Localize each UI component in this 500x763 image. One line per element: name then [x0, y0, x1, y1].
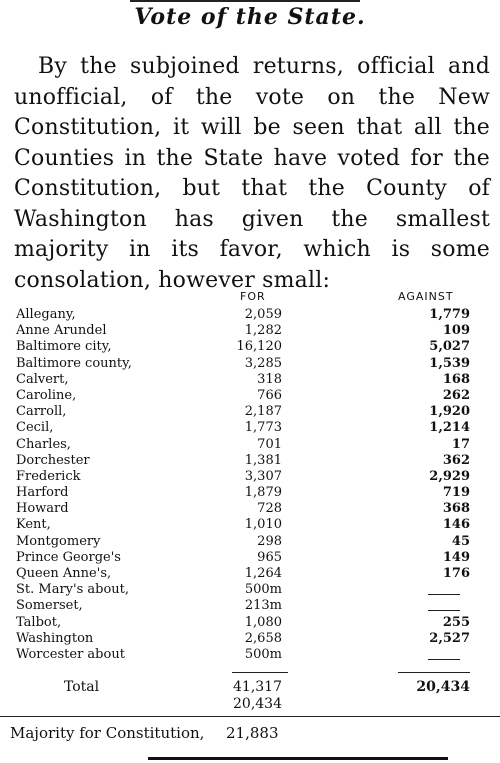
for-cell: 318 [257, 371, 282, 387]
for-cell: 1,381 [244, 452, 282, 468]
county-cell: Prince George's [16, 549, 121, 565]
table-row [0, 501, 500, 517]
county-cell: Howard [16, 501, 69, 517]
for-cell: 1,879 [244, 485, 282, 501]
total-against: 20,434 [416, 679, 470, 695]
county-cell: Kent, [16, 517, 51, 533]
for-cell: 3,285 [244, 355, 282, 371]
table-row [0, 404, 500, 420]
county-cell: Allegany, [16, 307, 76, 322]
for-cell: 1,010 [244, 517, 282, 533]
total-against-carried: 20,434 [233, 696, 282, 712]
for-cell: 701 [257, 436, 282, 452]
against-cell: 1,214 [429, 420, 470, 436]
for-cell: 2,059 [244, 307, 282, 322]
total-label: Total [64, 679, 100, 695]
county-cell: Montgomery [16, 533, 101, 549]
county-cell: Baltimore county, [16, 355, 132, 371]
for-cell: 3,307 [244, 468, 282, 484]
table-row [0, 420, 500, 436]
for-total-rule [232, 672, 288, 673]
table-row [0, 307, 500, 323]
for-cell: 2,187 [244, 404, 282, 420]
table-row [0, 631, 500, 647]
against-cell: 1,920 [429, 404, 470, 420]
against-cell: 2,929 [429, 468, 470, 484]
table-row [0, 388, 500, 404]
table-row [0, 517, 500, 533]
against-cell: 176 [442, 566, 470, 581]
dash-somerset [428, 610, 460, 611]
against-cell: 2,527 [429, 630, 470, 646]
table-row [0, 339, 500, 355]
table-row [0, 550, 500, 566]
county-cell: Dorchester [16, 452, 90, 468]
against-cell: 362 [442, 452, 470, 468]
county-cell: Calvert, [16, 371, 69, 387]
against-cell: 17 [451, 436, 470, 452]
against-cell: 146 [442, 517, 470, 533]
county-cell: Baltimore city, [16, 339, 112, 355]
county-cell: Caroline, [16, 387, 77, 403]
for-cell: 500m [244, 582, 282, 598]
against-cell: 1,779 [429, 307, 470, 322]
top-rule [130, 0, 360, 2]
against-cell: 149 [442, 549, 470, 565]
county-cell: Queen Anne's, [16, 566, 112, 581]
for-cell: 16,120 [236, 339, 282, 355]
county-cell: Charles, [16, 436, 71, 452]
for-cell: 965 [257, 549, 282, 565]
against-cell: 45 [451, 533, 470, 549]
for-cell: 2,658 [244, 630, 282, 646]
against-cell: 5,027 [429, 339, 470, 355]
table-row [0, 323, 500, 339]
county-cell: Talbot, [16, 614, 62, 630]
against-total-rule [398, 672, 470, 673]
table-row [0, 453, 500, 469]
table-row [0, 566, 500, 582]
against-column-header: AGAINST [398, 290, 454, 303]
for-cell: 298 [257, 533, 282, 549]
table-row [0, 598, 500, 614]
table-row [0, 582, 500, 598]
county-cell: Carroll, [16, 404, 67, 420]
headline: Vote of the State. [134, 4, 366, 30]
returns-table [0, 307, 500, 663]
against-cell: 1,539 [429, 355, 470, 371]
against-cell: 168 [442, 371, 470, 387]
majority-value: 21,883 [226, 724, 279, 742]
county-cell: Frederick [16, 468, 81, 484]
for-cell: 728 [257, 501, 282, 517]
table-row [0, 356, 500, 372]
table-row [0, 372, 500, 388]
table-row [0, 647, 500, 663]
for-column-header: FOR [240, 290, 266, 303]
county-cell: Worcester about [16, 646, 125, 662]
total-for: 41,317 [233, 679, 282, 695]
county-cell: St. Mary's about, [16, 582, 130, 598]
table-row [0, 437, 500, 453]
intro-paragraph: By the subjoined returns, official and unofficial, of the vote on the New Constitution, it will be seen that all the Counties in the State have voted for the Constitution, but that the County of Washington has given the smallest majority in its favor, which is some consolation, however small: [14, 54, 490, 293]
for-cell: 213m [244, 598, 282, 614]
against-cell: 719 [442, 485, 470, 501]
for-cell: 500m [244, 646, 282, 662]
against-cell: 109 [442, 323, 470, 339]
county-cell: Somerset, [16, 598, 83, 614]
table-row [0, 485, 500, 501]
dash-worcester [428, 659, 460, 660]
for-cell: 1,773 [244, 420, 282, 436]
against-cell: 262 [442, 387, 470, 403]
table-row [0, 534, 500, 550]
for-cell: 1,080 [244, 614, 282, 630]
for-cell: 766 [257, 387, 282, 403]
county-cell: Anne Arundel [16, 323, 107, 339]
dash-st-marys [428, 594, 460, 595]
table-row [0, 469, 500, 485]
county-cell: Washington [16, 630, 94, 646]
against-cell: 368 [442, 501, 470, 517]
table-row [0, 615, 500, 631]
county-cell: Harford [16, 485, 69, 501]
majority-label: Majority for Constitution, [10, 724, 205, 742]
county-cell: Cecil, [16, 420, 54, 436]
majority-rule [0, 716, 500, 717]
bottom-rule [148, 757, 448, 760]
for-cell: 1,264 [244, 566, 282, 581]
against-cell: 255 [442, 614, 470, 630]
for-cell: 1,282 [244, 323, 282, 339]
